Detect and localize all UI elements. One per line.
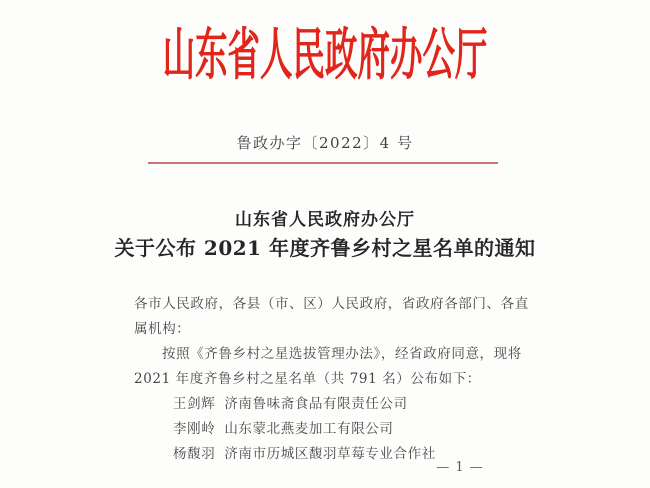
salutation-line-1: 各市人民政府，各县（市、区）人民政府，省政府各部门、各直 [134,296,529,312]
star-list-row [134,392,524,417]
star-name: 李刚岭 [173,421,216,437]
letterhead [0,22,650,88]
salutation-line-2: 属机构： [134,321,191,337]
star-name: 王剑辉 [173,396,216,412]
intro-line-2: 2021 年度齐鲁乡村之星名单（共 791 名）公布如下： [134,371,481,387]
star-list-row [134,417,524,442]
star-company: 济南鲁味斋食品有限责任公司 [224,396,408,412]
star-company: 山东蒙北燕麦加工有限公司 [224,421,394,437]
page-number: — 1 — [436,460,484,475]
intro-line-1: 按照《齐鲁乡村之星选拔管理办法》，经省政府同意，现将 [162,346,522,362]
notice-title-line1: 山东省人民政府办公厅 [235,210,415,230]
letterhead-title: 山东省人民政府办公厅 [162,22,488,88]
red-divider-line [148,162,498,164]
doc-number: 鲁政办字〔2022〕4 号 [236,134,414,152]
notice-title-line2: 关于公布 2021 年度齐鲁乡村之星名单的通知 [114,236,536,260]
star-name: 杨馥羽 [173,446,216,462]
star-company: 济南市历城区馥羽草莓专业合作社 [224,446,436,462]
body-text [134,292,529,467]
